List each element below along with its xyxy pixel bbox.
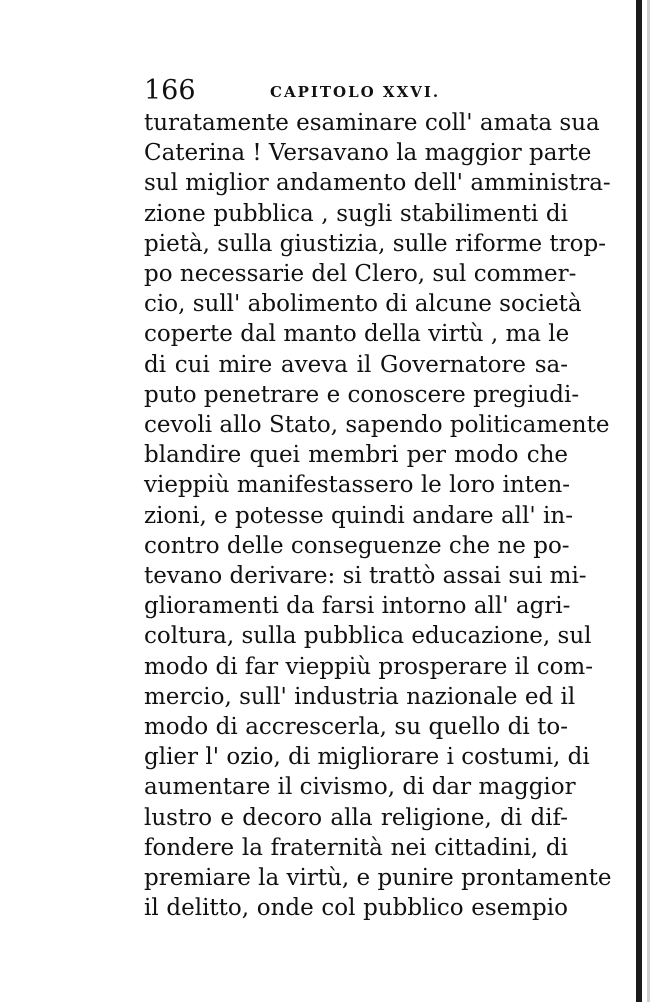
- text-line: po necessarie del Clero, sul commer-: [144, 261, 577, 288]
- text-line: aumentare il civismo, di dar maggior: [144, 774, 576, 801]
- book-page: [144, 75, 612, 923]
- body-text: [144, 108, 612, 923]
- text-line: il delitto, onde col pubblico esempio: [144, 895, 568, 922]
- text-line: sul miglior andamento dell' amministra-: [144, 170, 611, 197]
- text-line: zione pubblica , sugli stabilimenti di: [144, 200, 568, 227]
- text-line: vieppiù manifestassero le loro inten-: [144, 472, 571, 499]
- page-edge: [636, 0, 642, 1002]
- text-line: cio, sull' abolimento di alcune società: [144, 291, 582, 318]
- chapter-title: CAPITOLO XXVI.: [270, 83, 441, 101]
- text-line: pietà, sulla giustizia, sulle riforme trop-: [144, 230, 606, 257]
- text-line: di cui mire aveva il Governatore sa-: [144, 351, 568, 378]
- text-line: tevano derivare: si trattò assai sui mi-: [144, 563, 587, 590]
- text-line: coltura, sulla pubblica educazione, sul: [144, 623, 592, 650]
- text-line: Caterina ! Versavano la maggior parte: [144, 140, 592, 167]
- page-number: 166: [144, 75, 196, 106]
- text-line: lustro e decoro alla religione, di dif-: [144, 804, 568, 831]
- text-line: coperte dal manto della virtù , ma le: [144, 321, 570, 348]
- text-line: turatamente esaminare coll' amata sua: [144, 110, 600, 136]
- running-head: [144, 76, 568, 108]
- text-line: cevoli allo Stato, sapendo politicamente: [144, 412, 610, 439]
- text-line: glier l' ozio, di migliorare i costumi, di: [144, 744, 590, 771]
- text-line: fondere la fraternità nei cittadini, di: [144, 834, 568, 861]
- text-line: blandire quei membri per modo che: [144, 442, 568, 469]
- text-line: contro delle conseguenze che ne po-: [144, 532, 570, 559]
- text-line: premiare la virtù, e punire prontamente: [144, 865, 612, 892]
- text-line: mercio, sull' industria nazionale ed il: [144, 683, 576, 710]
- page-edge-shadow: [647, 0, 650, 1002]
- text-line: modo di accrescerla, su quello di to-: [144, 714, 568, 741]
- text-line: puto penetrare e conoscere pregiudi-: [144, 381, 580, 408]
- text-line: glioramenti da farsi intorno all' agri-: [144, 593, 571, 620]
- text-line: zioni, e potesse quindi andare all' in-: [144, 502, 573, 529]
- text-line: modo di far vieppiù prosperare il com-: [144, 653, 594, 680]
